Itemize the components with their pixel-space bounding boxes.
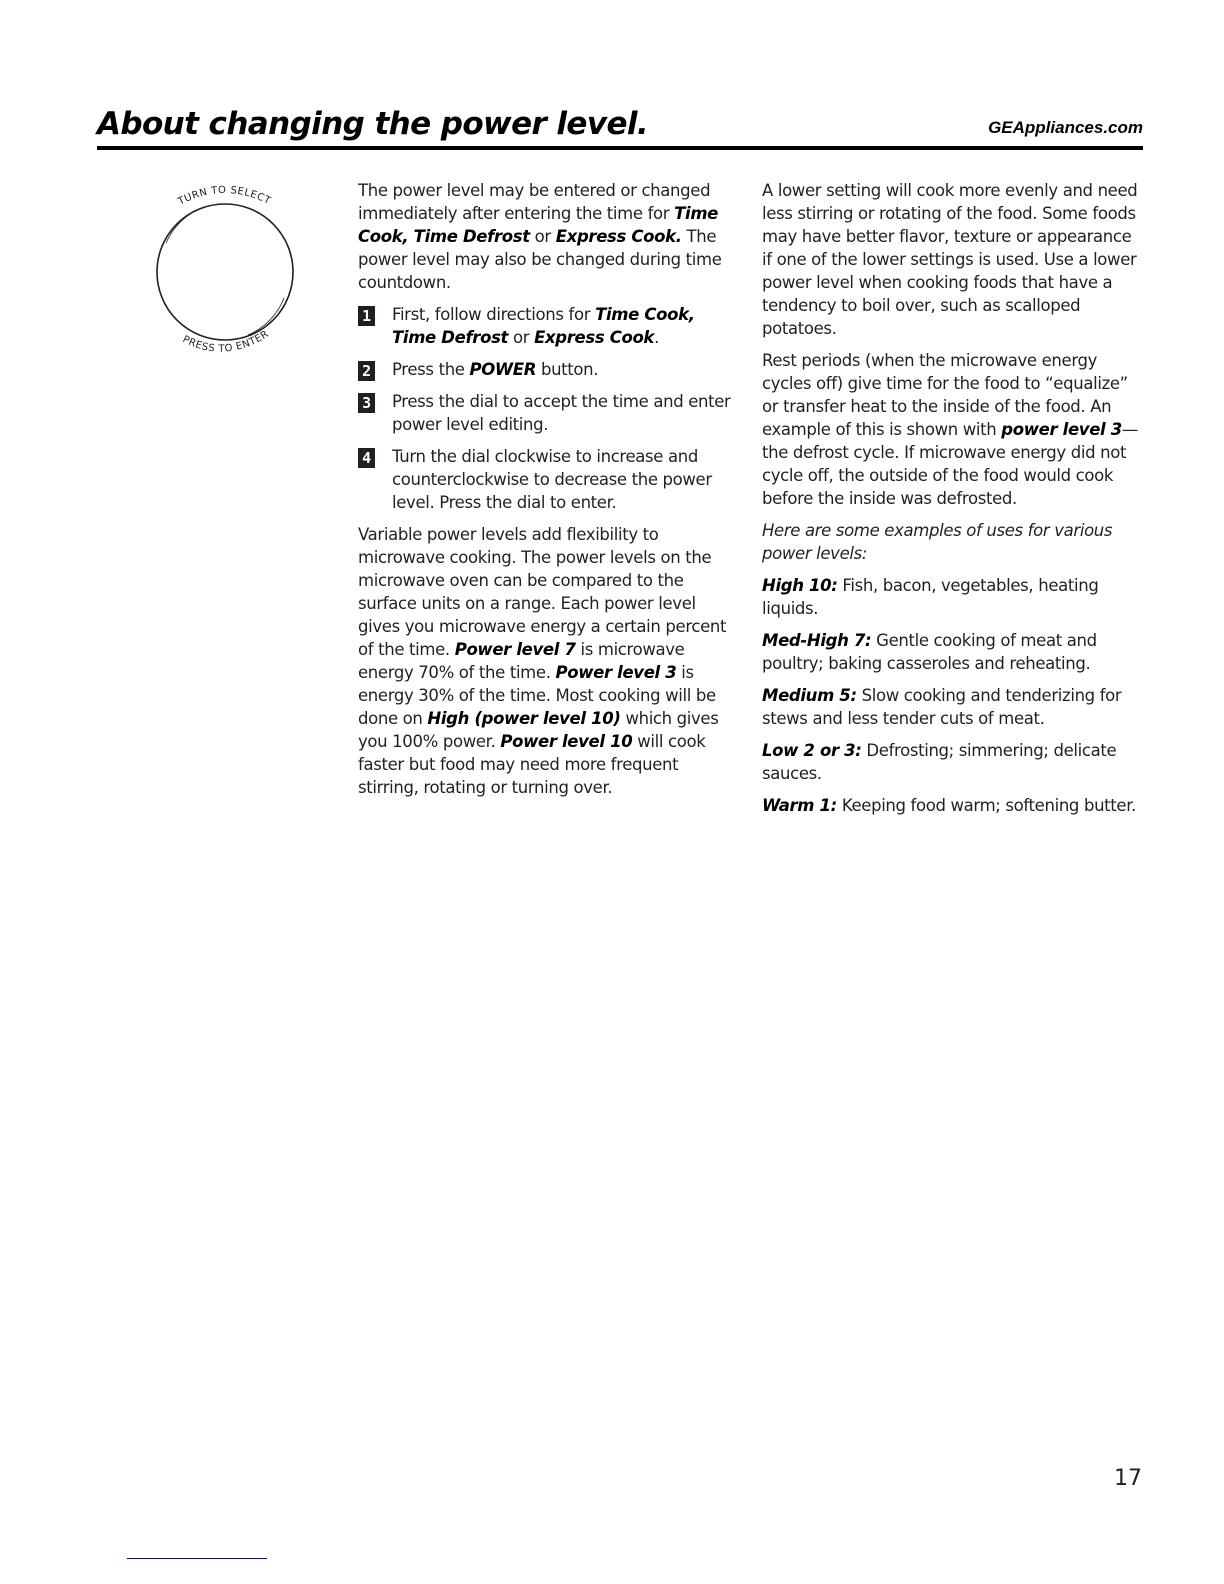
emphasis-text: power level 3 [1001, 420, 1122, 439]
right-column [762, 179, 1144, 826]
variable-power-paragraph [358, 523, 738, 799]
example-text: Defrosting; simmering; delicate sauces. [762, 741, 1117, 783]
example-item [762, 739, 1144, 785]
page-title: About changing the power level. [97, 106, 649, 142]
body-text: —the defrost cycle. If microwave energy did not cycle off, the outside of the food would cook before the inside was defrosted. [762, 420, 1139, 508]
emphasis-text: Express Cook [534, 328, 655, 347]
dial-bottom-label: PRESS TO ENTER [180, 328, 271, 355]
dial-knob-icon [150, 183, 300, 358]
body-text: Press the dial to accept the time and enter power level editing. [392, 392, 731, 434]
step-item [358, 445, 738, 514]
footer-divider [127, 1558, 267, 1559]
emphasis-text: Power level 10 [500, 732, 633, 751]
body-text: Variable power levels add flexibility to microwave cooking. The power levels on the microwave oven can be compared to the surface units on a range. Each power level gives you microwave energy a certain percent of the time. [358, 525, 727, 659]
example-label: Low 2 or 3: [762, 741, 862, 760]
example-item [762, 574, 1144, 620]
body-text: is microwave energy 70% of the time. [358, 640, 685, 682]
example-item [762, 684, 1144, 730]
step-number-badge: 1 [358, 306, 375, 326]
example-text: Slow cooking and tenderizing for stews and less tender cuts of meat. [762, 686, 1122, 728]
middle-column [358, 179, 738, 808]
page-number: 17 [1114, 1466, 1142, 1491]
body-text: button. [536, 360, 599, 379]
example-label: Med-High 7: [762, 631, 872, 650]
example-text: Keeping food warm; softening butter. [836, 796, 1137, 815]
body-text: Rest periods (when the microwave energy cycles off) give time for the food to “equalize” or transfer heat to the inside of the food. An example of this is shown with [762, 351, 1128, 439]
example-item [762, 794, 1144, 817]
step-number-badge: 3 [358, 393, 375, 413]
body-text: will cook faster but food may need more frequent stirring, rotating or turning over. [358, 732, 706, 797]
website-url: GEAppliances.com [988, 118, 1143, 137]
step-item [358, 358, 738, 381]
rest-periods-paragraph [762, 349, 1144, 510]
examples-intro: Here are some examples of uses for various power levels: [762, 521, 1113, 563]
step-number-badge: 4 [358, 448, 375, 468]
page-header [97, 104, 1143, 150]
body-text: A lower setting will cook more evenly and need less stirring or rotating of the food. Some foods may have better flavor, texture or appearance if one of the lower settings is used. Use a lower power level when cooking foods that have a tendency to boil over, such as scalloped potatoes. [762, 181, 1138, 338]
body-text: Turn the dial clockwise to increase and counterclockwise to decrease the power level. Press the dial to enter. [392, 447, 712, 512]
step-number-badge: 2 [358, 361, 375, 381]
intro-paragraph [358, 179, 738, 294]
body-text: The power level may also be changed during time countdown. [358, 227, 722, 292]
emphasis-text: Time Cook, Time Defrost [392, 305, 695, 347]
body-text: which gives you 100% power. [358, 709, 719, 751]
body-text: First, follow directions for [392, 305, 596, 324]
body-text: . [654, 328, 659, 347]
emphasis-text: POWER [469, 360, 537, 379]
emphasis-text: Power level 7 [454, 640, 576, 659]
emphasis-text: High (power level 10) [427, 709, 621, 728]
dial-top-label: TURN TO SELECT [176, 184, 273, 208]
emphasis-text: Express Cook. [555, 227, 682, 246]
body-text: The power level may be entered or changed immediately after entering the time for [358, 181, 711, 223]
example-label: Warm 1: [762, 796, 837, 815]
body-text: or [529, 227, 556, 246]
emphasis-text: Time Cook, Time Defrost [358, 204, 719, 246]
example-label: Medium 5: [762, 686, 857, 705]
body-text: is energy 30% of the time. Most cooking will be done on [358, 663, 716, 728]
example-text: Fish, bacon, vegetables, heating liquids. [762, 576, 1099, 618]
body-text: or [508, 328, 535, 347]
examples-list [762, 574, 1144, 817]
example-label: High 10: [762, 576, 838, 595]
example-text: Gentle cooking of meat and poultry; baking casseroles and reheating. [762, 631, 1097, 673]
steps-list [358, 303, 738, 514]
step-item [358, 303, 738, 349]
step-item [358, 390, 738, 436]
lower-setting-paragraph [762, 179, 1144, 340]
emphasis-text: Power level 3 [555, 663, 677, 682]
body-text: Press the [392, 360, 470, 379]
example-item [762, 629, 1144, 675]
